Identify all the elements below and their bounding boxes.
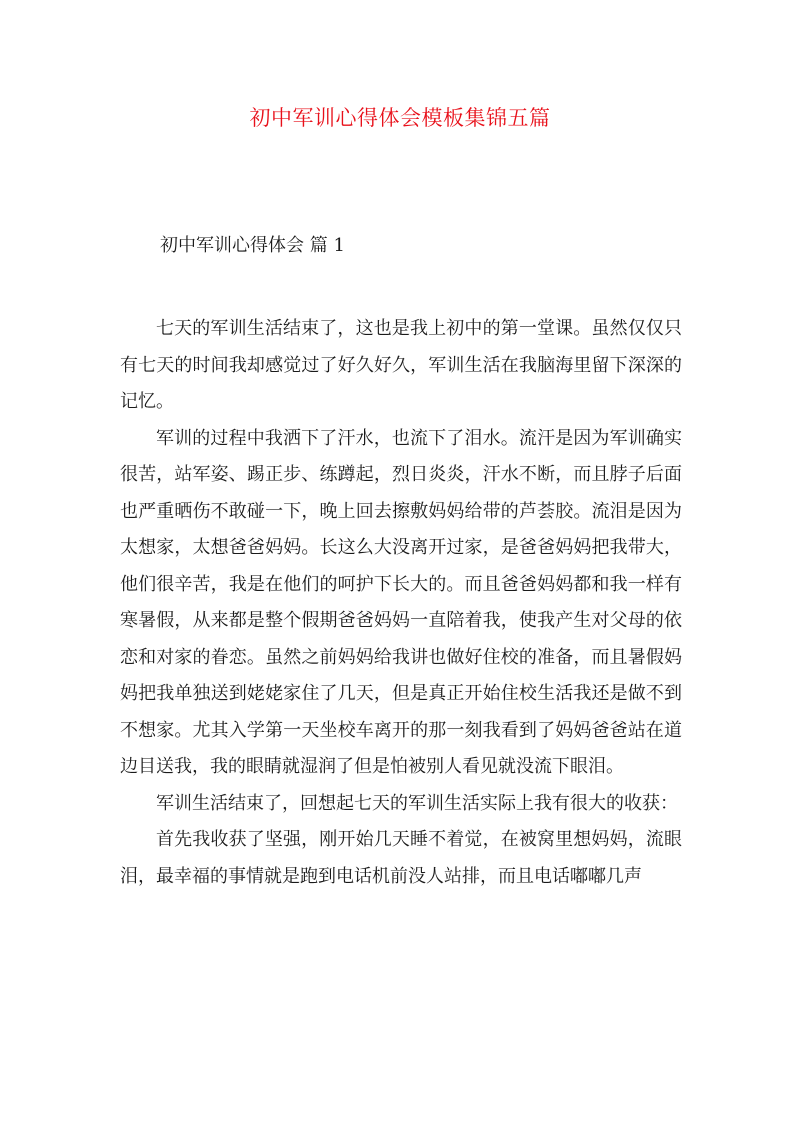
section-heading: 初中军训心得体会 篇 1 bbox=[160, 235, 345, 256]
paragraph-4: 首先我收获了坚强，刚开始几天睡不着觉，在被窝里想妈妈，流眼泪，最幸福的事情就是跑到电话机前没人站排，而且电话嘟嘟几声 bbox=[120, 829, 682, 887]
paragraph-2: 军训的过程中我洒下了汗水，也流下了泪水。流汗是因为军训确实很苦，站军姿、踢正步、练蹲起，烈日炎炎，汗水不断，而且脖子后面也严重晒伤不敢碰一下，晚上回去擦敷妈妈给带的芦荟胶。流泪是因为太想家，太想爸爸妈妈。长这么大没离开过家，是爸爸妈妈把我带大，他们很辛苦，我是在他们的呵护下长大的。而且爸爸妈妈都和我一样有寒暑假，从来都是整个假期爸爸妈妈一直陪着我，使我产生对父母的依恋和对家的眷恋。虽然之前妈妈给我讲也做好住校的准备，而且暑假妈妈把我单独送到姥姥家住了几天，但是真正开始住校生活我还是做不到不想家。尤其入学第一天坐校车离开的那一刻我看到了妈妈爸爸站在道边目送我，我的眼睛就湿润了但是怕被别人看见就没流下眼泪。 bbox=[120, 427, 682, 777]
document-title: 初中军训心得体会模板集锦五篇 bbox=[249, 106, 551, 130]
document-body bbox=[120, 311, 682, 895]
paragraph-3: 军训生活结束了，回想起七天的军训生活实际上我有很大的收获： bbox=[156, 792, 678, 814]
paragraph-1: 七天的军训生活结束了，这也是我上初中的第一堂课。虽然仅仅只有七天的时间我却感觉过了好久好久，军训生活在我脑海里留下深深的记忆。 bbox=[120, 318, 682, 412]
